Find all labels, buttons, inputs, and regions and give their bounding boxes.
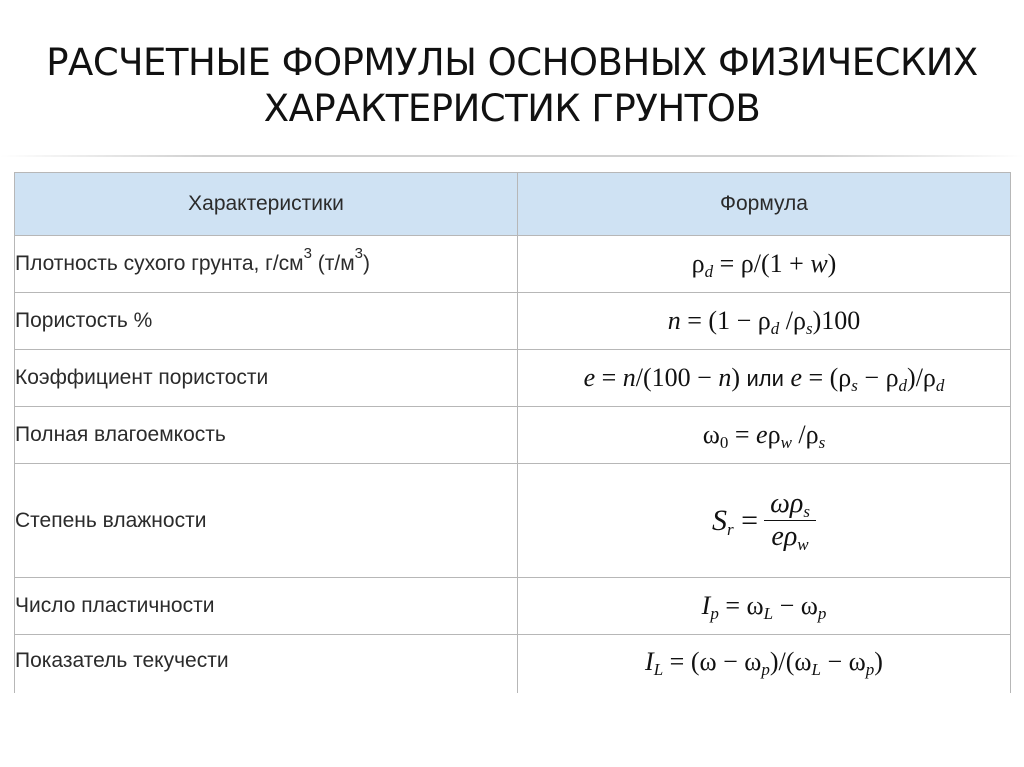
table-row (15, 236, 1011, 293)
formula-full-moisture-capacity: $\omega_0 = e\rho_w$ $/\rho_s$ (518, 407, 1011, 464)
title-divider (0, 155, 1024, 157)
formula-void-ratio: e = n/(100 − n) или $e = (\rho_s - \rho_d)/\rho_d$ (518, 350, 1011, 407)
formula-liquidity-index: $I_L = (\omega - \omega_p)/(\omega_L - \omega_p)$ (518, 635, 1011, 693)
formula-dry-density: $\rho_d = \rho/(1 + w)$ (518, 236, 1011, 293)
table-row (15, 578, 1011, 635)
header-characteristics: Характеристики (15, 173, 518, 236)
row-label-porosity: Пористость % (15, 293, 518, 350)
page-title-line-1: РАСЧЕТНЫЕ ФОРМУЛЫ ОСНОВНЫХ ФИЗИЧЕСКИХ (46, 41, 978, 84)
row-label-saturation-degree: Степень влажности (15, 464, 518, 578)
table-row (15, 635, 1011, 693)
header-formula: Формула (518, 173, 1011, 236)
page-title (0, 40, 1024, 132)
row-label-plasticity-index: Число пластичности (15, 578, 518, 635)
formula-porosity: $n = (1 - \rho_d$ $/\rho_s)100$ (518, 293, 1011, 350)
row-label-void-ratio: Коэффициент пористости (15, 350, 518, 407)
table-row (15, 293, 1011, 350)
formulas-table (14, 172, 1011, 693)
table-header-row (15, 173, 1011, 236)
table-row (15, 350, 1011, 407)
formula-plasticity-index: $I_p = \omega_L - \omega_p$ (518, 578, 1011, 635)
formula-saturation-degree: $S_r$ = $\frac{\omega\rho_s}{e\rho_w}$ (518, 464, 1011, 578)
row-label-full-moisture-capacity: Полная влагоемкость (15, 407, 518, 464)
table-row (15, 407, 1011, 464)
table-row (15, 464, 1011, 578)
row-label-dry-density: Плотность сухого грунта, $г/см^3$ $(т/м^3)$ (15, 236, 518, 293)
page-title-line-2: ХАРАКТЕРИСТИК ГРУНТОВ (263, 87, 761, 130)
row-label-liquidity-index: Показатель текучести (15, 635, 518, 693)
